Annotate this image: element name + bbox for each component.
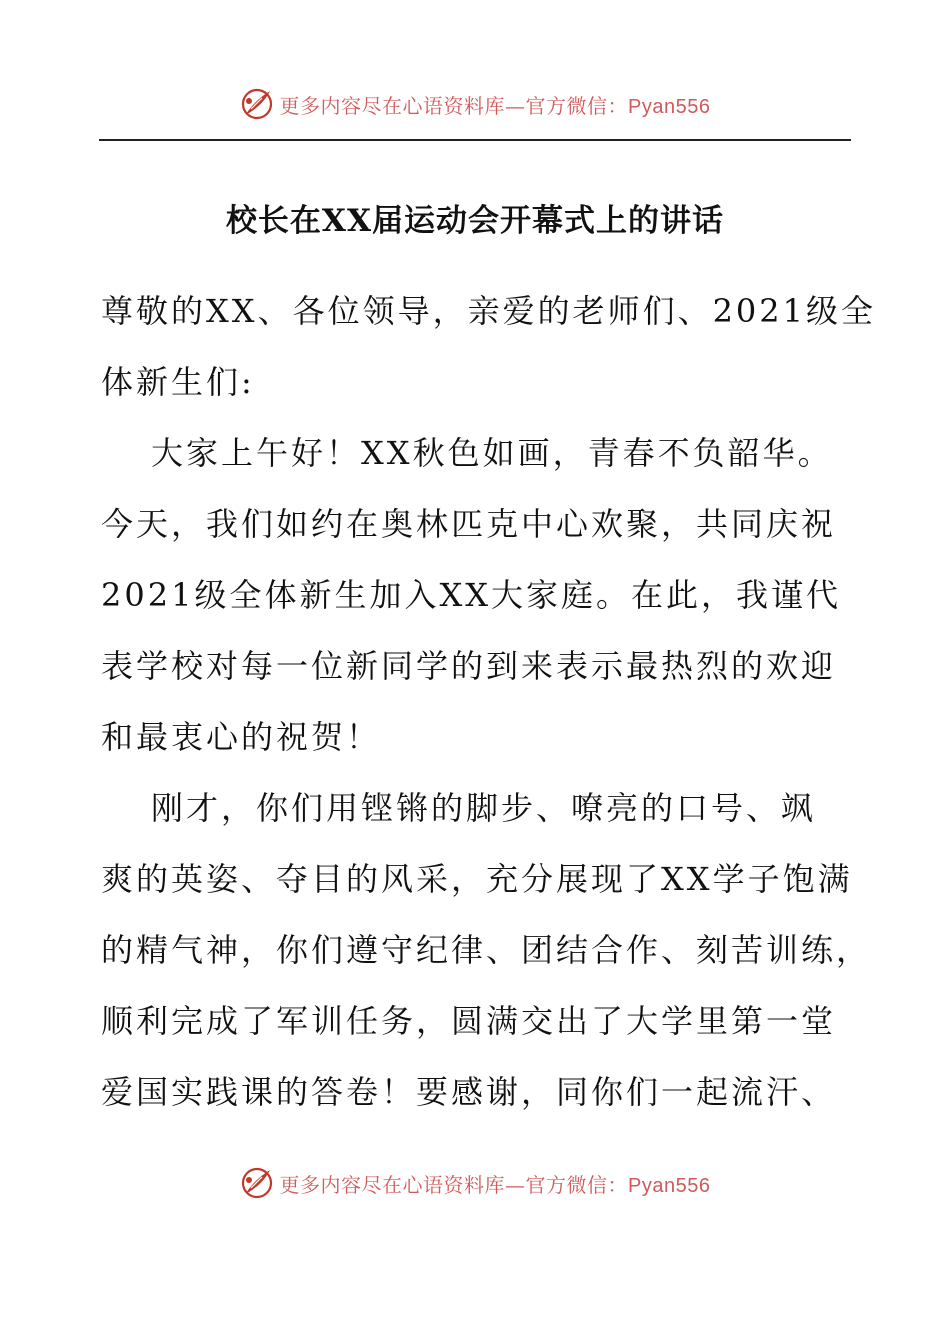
header-watermark	[0, 84, 950, 124]
quill-circle-logo-icon	[240, 87, 274, 121]
paragraph-greeting	[101, 418, 853, 773]
quill-circle-logo-icon	[240, 1166, 274, 1200]
text-line: 的精气神，你们遵守纪律、团结合作、刻苦训练，	[101, 931, 872, 969]
text-line: 体新生们:	[101, 363, 255, 401]
watermark-text: 更多内容尽在心语资料库—官方微信：Pyan556	[279, 1172, 711, 1197]
paragraph-salutation	[101, 276, 877, 418]
text-line: 今天，我们如约在奥林匹克中心欢聚，共同庆祝	[101, 505, 837, 543]
text-line: 大家上午好！XX秋色如画，青春不负韶华。	[151, 434, 833, 472]
text-line: 爽的英姿、夺目的风采，充分展现了XX学子饱满	[101, 860, 853, 898]
footer-watermark	[0, 1163, 950, 1203]
text-line: 爱国实践课的答卷！要感谢，同你们一起流汗、	[101, 1073, 837, 1111]
document-title: 校长在XX届运动会开幕式上的讲话	[225, 203, 725, 239]
text-line: 和最衷心的祝贺！	[101, 718, 382, 756]
text-line: 尊敬的XX、各位领导，亲爱的老师们、2021级全	[101, 292, 877, 330]
document-body	[101, 276, 877, 1128]
text-line: 刚才，你们用铿锵的脚步、嘹亮的口号、飒	[151, 789, 817, 827]
text-line: 顺利完成了军训任务，圆满交出了大学里第一堂	[101, 1002, 837, 1040]
text-line: 2021级全体新生加入XX大家庭。在此，我谨代	[101, 576, 842, 614]
header-divider	[99, 139, 851, 141]
text-line: 表学校对每一位新同学的到来表示最热烈的欢迎	[101, 647, 837, 685]
watermark-text: 更多内容尽在心语资料库—官方微信：Pyan556	[279, 93, 711, 118]
paragraph-military-training	[101, 773, 872, 1128]
